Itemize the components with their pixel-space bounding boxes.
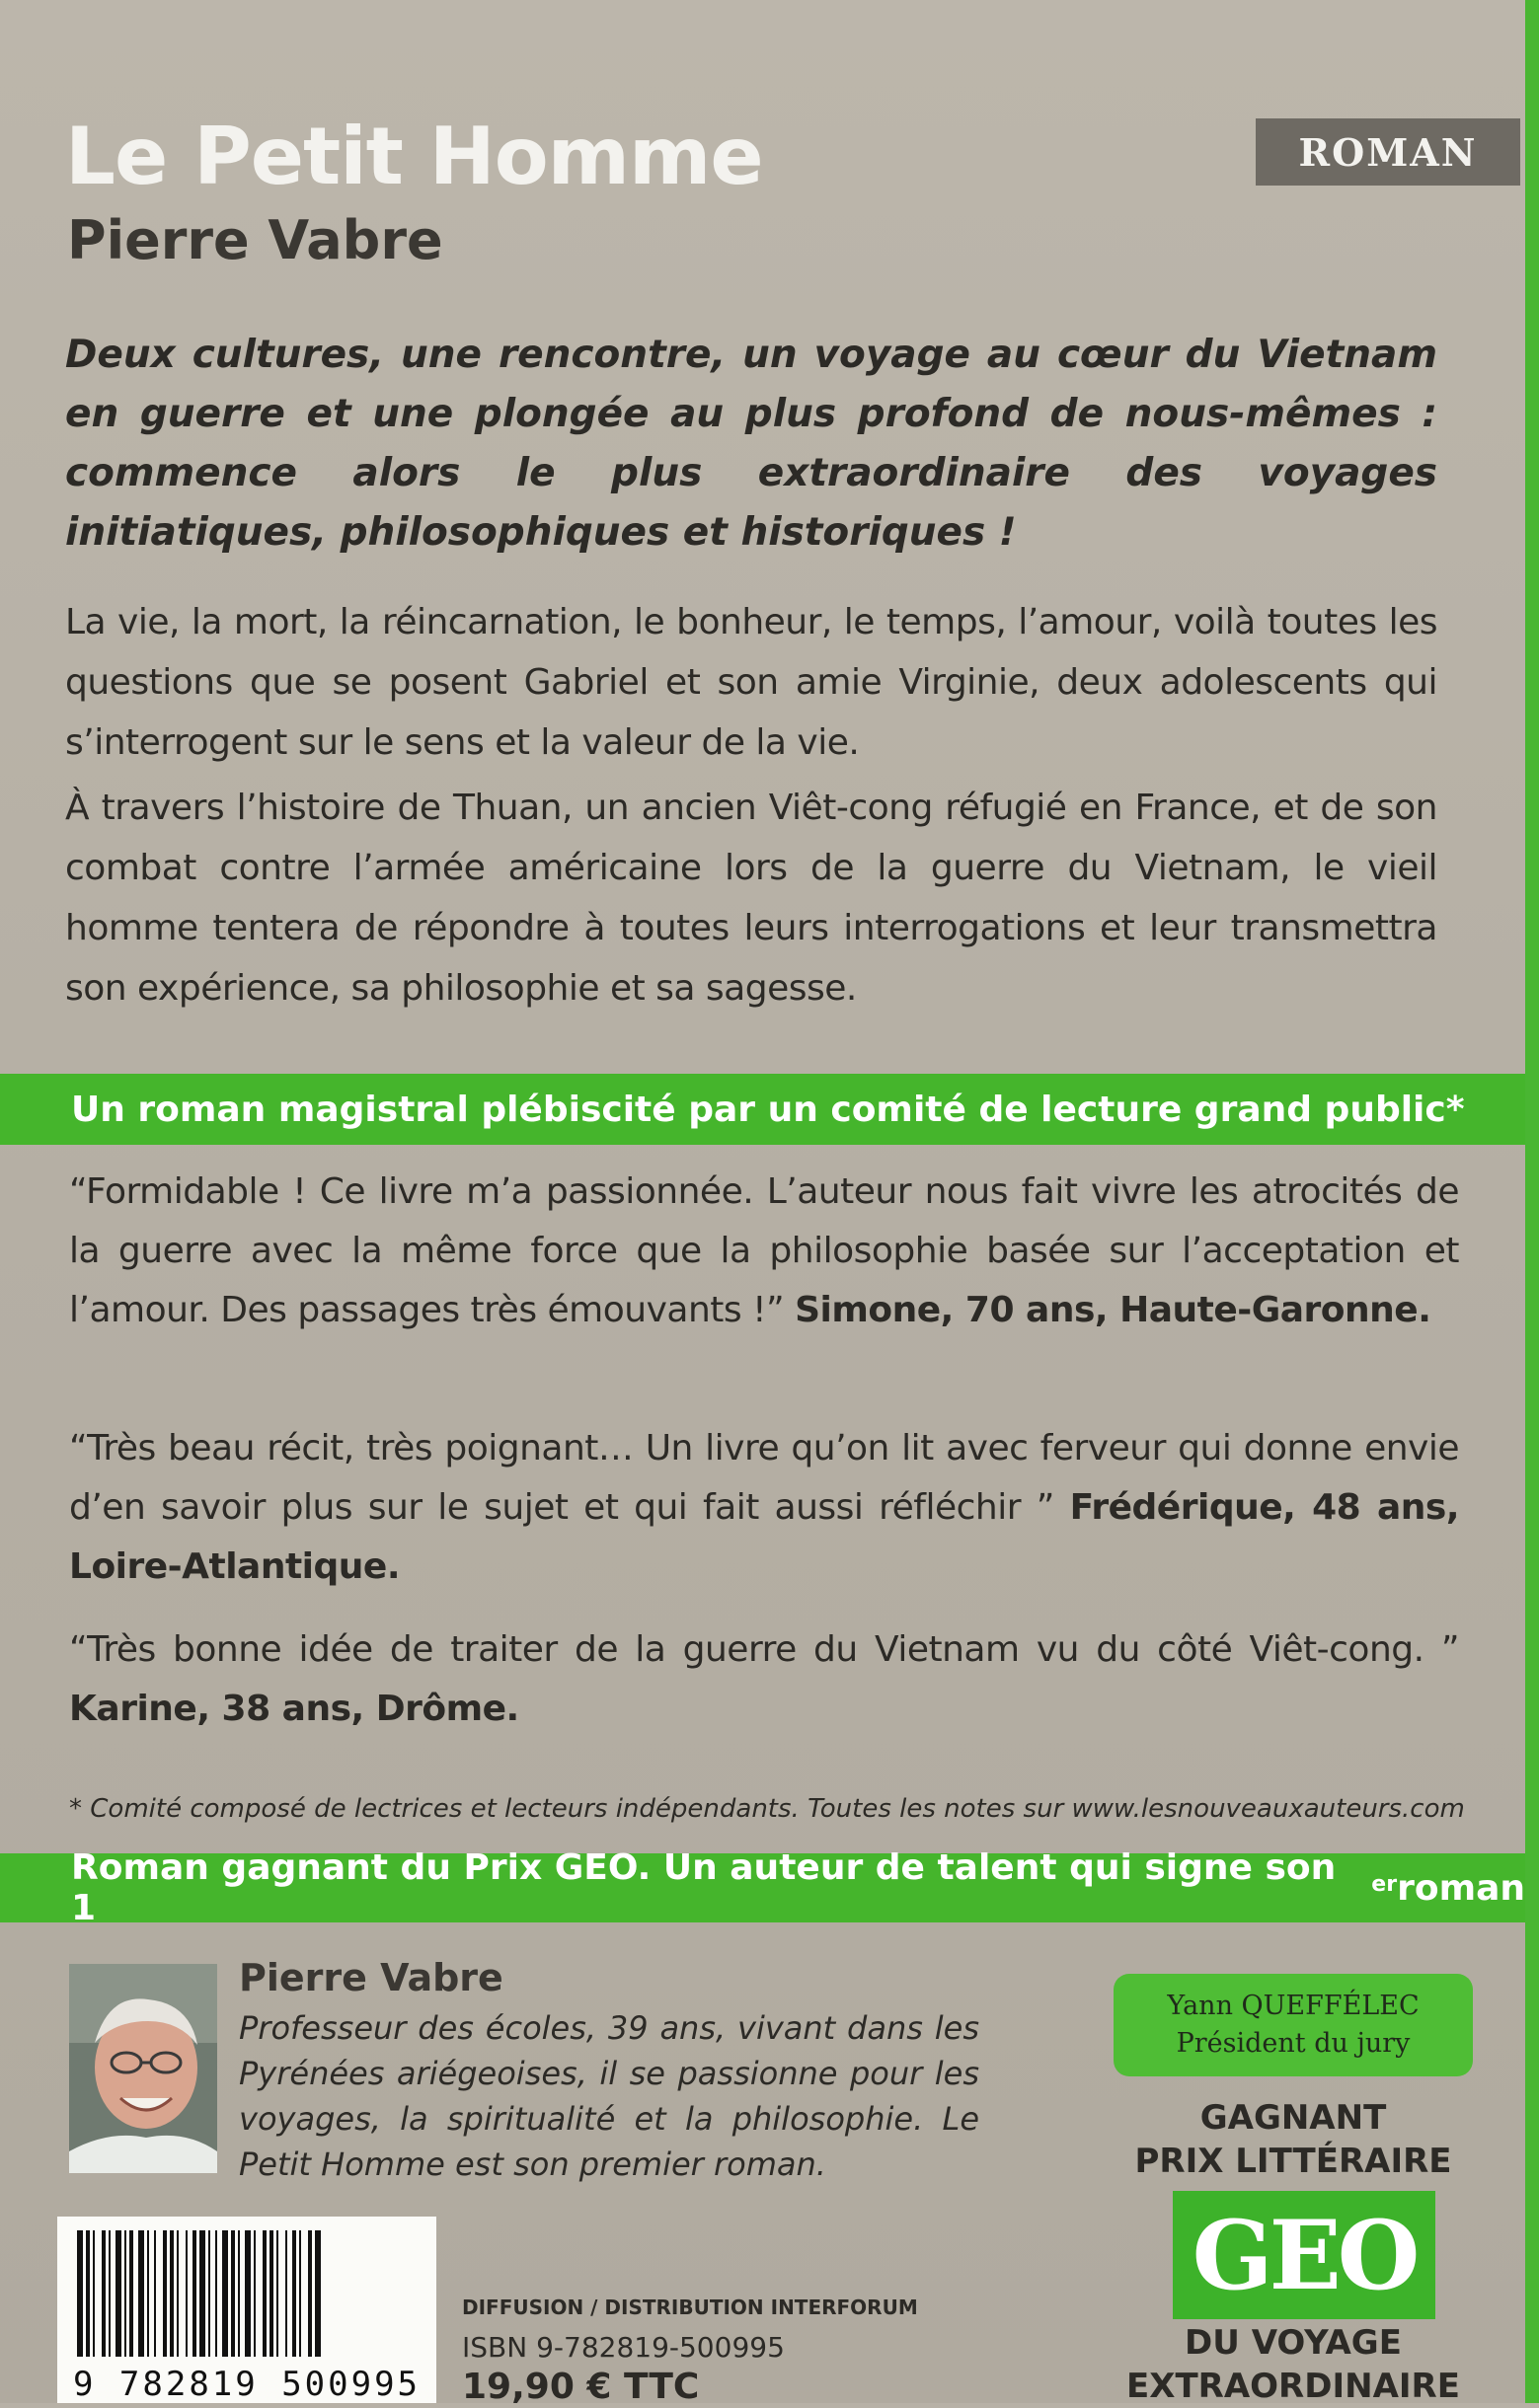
geo-logo: GEO [1173,2191,1435,2319]
banner-text: Roman gagnant du Prix GEO. Un auteur de talent qui signe son 1 [71,1847,1337,1928]
review-quote: “Très beau récit, très poignant… Un livre qu’on lit avec ferveur qui donne envie d’en savoir plus sur le sujet et qui fait aussi réfléchir ” [69,1428,1459,1528]
prize-line: DU VOYAGE [1185,2323,1402,2363]
reader-committee-banner [0,1074,1525,1145]
ordinal-suffix: er [1371,1871,1398,1897]
barcode-bars [77,2230,417,2357]
prize-heading [1114,2096,1473,2183]
book-title: Le Petit Homme [65,111,763,202]
blurb-tagline: Deux cultures, une rencontre, un voyage au cœur du Vietnam en guerre et une plongée au plus profond de nous-mêmes : commence alors le plus extraordinaire des voyages initiatiques, philosophiques et historiques ! [65,333,1437,555]
review-quote: “Très bonne idée de traiter de la guerre du Vietnam vu du côté Viêt-cong. ” [69,1629,1459,1670]
blurb-paragraph: La vie, la mort, la réincarnation, le bonheur, le temps, l’amour, voilà toutes les questions que se posent Gabriel et son amie Virginie, deux adolescents qui s’interrogent sur le sens et la valeur de la vie. [65,602,1437,763]
book-price: 19,90 € TTC [462,2367,700,2407]
distribution-info: DIFFUSION / DISTRIBUTION INTERFORUM [462,2295,918,2319]
author-photo [69,1964,217,2173]
review-author: Frédérique, 48 ans, Loire-Atlantique. [69,1487,1460,1587]
review-author: Karine, 38 ans, Drôme. [69,1689,519,1729]
book-author: Pierre Vabre [67,209,443,271]
prize-line: PRIX LITTÉRAIRE [1134,2142,1452,2181]
prize-line: EXTRAORDINAIRE [1126,2367,1460,2406]
reader-review [69,1620,1459,1739]
jury-name: Yann QUEFFÉLEC [1167,1991,1420,2021]
reader-review [69,1163,1459,1340]
isbn-barcode [57,2217,436,2403]
jury-role: Président du jury [1176,2028,1411,2059]
reader-review [69,1419,1459,1597]
committee-footnote: * Comité composé de lectrices et lecteurs indépendants. Toutes les notes sur www.lesnouveauxauteurs.com [69,1794,1465,1824]
review-author: Simone, 70 ans, Haute-Garonne. [795,1290,1431,1330]
bio-text: Professeur des écoles, 39 ans, vivant dans les Pyrénées ariégeoises, il se passionne pour les voyages, la spiritualité et la philosophie. Le Petit Homme est son premier roman. [239,2009,979,2183]
prize-subheading [1114,2321,1473,2408]
green-spine-edge [1525,0,1539,2403]
prize-winner-banner [0,1847,1525,1928]
prize-line: GAGNANT [1199,2098,1387,2138]
genre-badge: ROMAN [1256,118,1520,186]
review-quote: “Formidable ! Ce livre m’a passionnée. L’auteur nous fait vivre les atrocités de la guerre avec la même force que la philosophie basée sur l’acceptation et l’amour. Des passages très émouvants !” [69,1171,1459,1330]
isbn-number: ISBN 9-782819-500995 [462,2331,785,2364]
bio-author-name: Pierre Vabre [239,1956,503,1999]
banner-text: Un roman magistral plébiscité par un comité de lecture grand public* [71,1089,1465,1130]
banner-text-tail: roman [1397,1867,1525,1909]
barcode-number: 9 782819 500995 [72,2365,422,2404]
blurb-paragraph: À travers l’histoire de Thuan, un ancien Viêt-cong réfugié en France, et de son combat contre l’armée américaine lors de la guerre du Vietnam, le vieil homme tentera de répondre à toutes leurs interrogations et leur transmettra son expérience, sa philosophie et sa sagesse. [65,788,1437,1009]
jury-president-badge [1114,1974,1473,2076]
